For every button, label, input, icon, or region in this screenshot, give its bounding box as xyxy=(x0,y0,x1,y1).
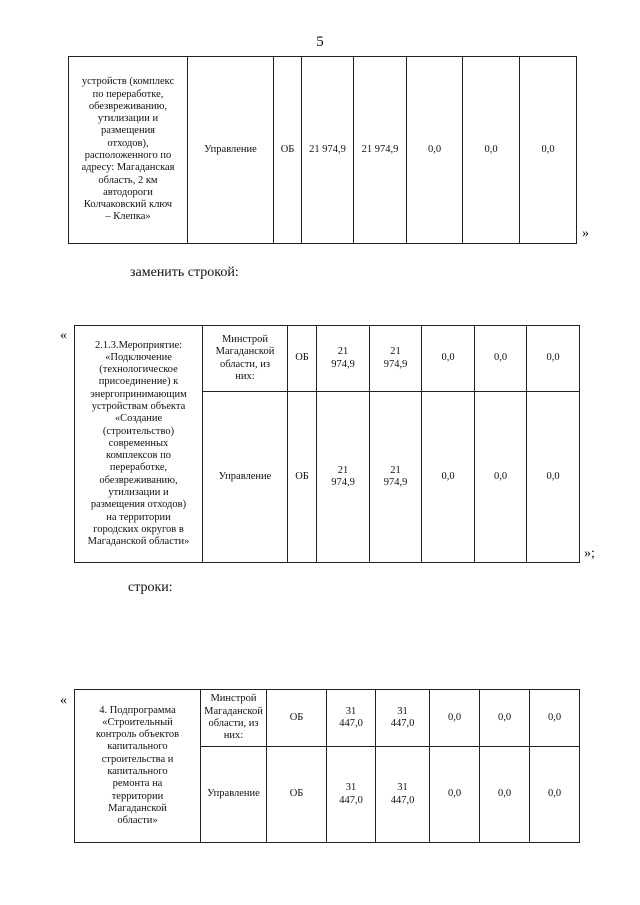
value-cell: 31 447,0 xyxy=(376,747,430,843)
value-cell: 21 974,9 xyxy=(370,326,422,392)
value-cell: 21 974,9 xyxy=(317,326,370,392)
measure-name-cell: 2.1.3.Мероприятие: «Подключение (технологическое присоединение) к энергопринимающим устройствам объекта «Создание (строительство) современных комплексов по переработке, обезвреживанию, утилизации и размещения отходов) на территории городских округов в Магаданской области» xyxy=(75,326,203,563)
source-cell: ОБ xyxy=(288,326,317,392)
value-cell: 21 974,9 xyxy=(302,57,354,244)
value-cell: 0,0 xyxy=(430,747,480,843)
opening-quote: « xyxy=(60,328,67,343)
table-row xyxy=(75,690,580,747)
source-cell: ОБ xyxy=(274,57,302,244)
opening-quote: « xyxy=(60,693,67,708)
value-cell: 0,0 xyxy=(475,392,527,563)
value-cell: 0,0 xyxy=(422,392,475,563)
value-cell: 31 447,0 xyxy=(327,690,376,747)
caption-replace: заменить строкой: xyxy=(130,265,239,280)
closing-quote: » xyxy=(582,226,589,241)
closing-quote: »; xyxy=(584,546,595,561)
table-row xyxy=(75,326,580,392)
value-cell: 0,0 xyxy=(527,392,580,563)
value-cell: 21 974,9 xyxy=(317,392,370,563)
value-cell: 0,0 xyxy=(520,57,577,244)
page-number: 5 xyxy=(316,34,324,50)
value-cell: 0,0 xyxy=(530,747,580,843)
source-cell: ОБ xyxy=(267,747,327,843)
source-cell: ОБ xyxy=(288,392,317,563)
executor-cell: Управление xyxy=(203,392,288,563)
value-cell: 21 974,9 xyxy=(370,392,422,563)
value-cell: 0,0 xyxy=(480,747,530,843)
table-fragment-1 xyxy=(68,56,577,244)
value-cell: 0,0 xyxy=(530,690,580,747)
table-fragment-3 xyxy=(74,689,580,843)
value-cell: 0,0 xyxy=(475,326,527,392)
value-cell: 31 447,0 xyxy=(376,690,430,747)
value-cell: 0,0 xyxy=(463,57,520,244)
source-cell: ОБ xyxy=(267,690,327,747)
value-cell: 0,0 xyxy=(527,326,580,392)
value-cell: 0,0 xyxy=(422,326,475,392)
measure-name-cell: 4. Подпрограмма «Строительный контроль объектов капитального строительства и капитального ремонта на территории Магаданской области» xyxy=(75,690,201,843)
value-cell: 0,0 xyxy=(407,57,463,244)
executor-cell: Минстрой Магаданской области, из них: xyxy=(203,326,288,392)
value-cell: 21 974,9 xyxy=(354,57,407,244)
value-cell: 0,0 xyxy=(480,690,530,747)
measure-name-cell: устройств (комплекс по переработке, обезвреживанию, утилизации и размещения отходов), расположенного по адресу: Магаданская область, 2 км автодороги Колчаковский ключ – Клепка» xyxy=(69,57,188,244)
value-cell: 0,0 xyxy=(430,690,480,747)
executor-cell: Управление xyxy=(201,747,267,843)
executor-cell: Минстрой Магаданской области, из них: xyxy=(201,690,267,747)
table-row xyxy=(69,57,577,244)
caption-lines: строки: xyxy=(128,580,173,595)
executor-cell: Управление xyxy=(188,57,274,244)
table-fragment-2 xyxy=(74,325,580,563)
value-cell: 31 447,0 xyxy=(327,747,376,843)
